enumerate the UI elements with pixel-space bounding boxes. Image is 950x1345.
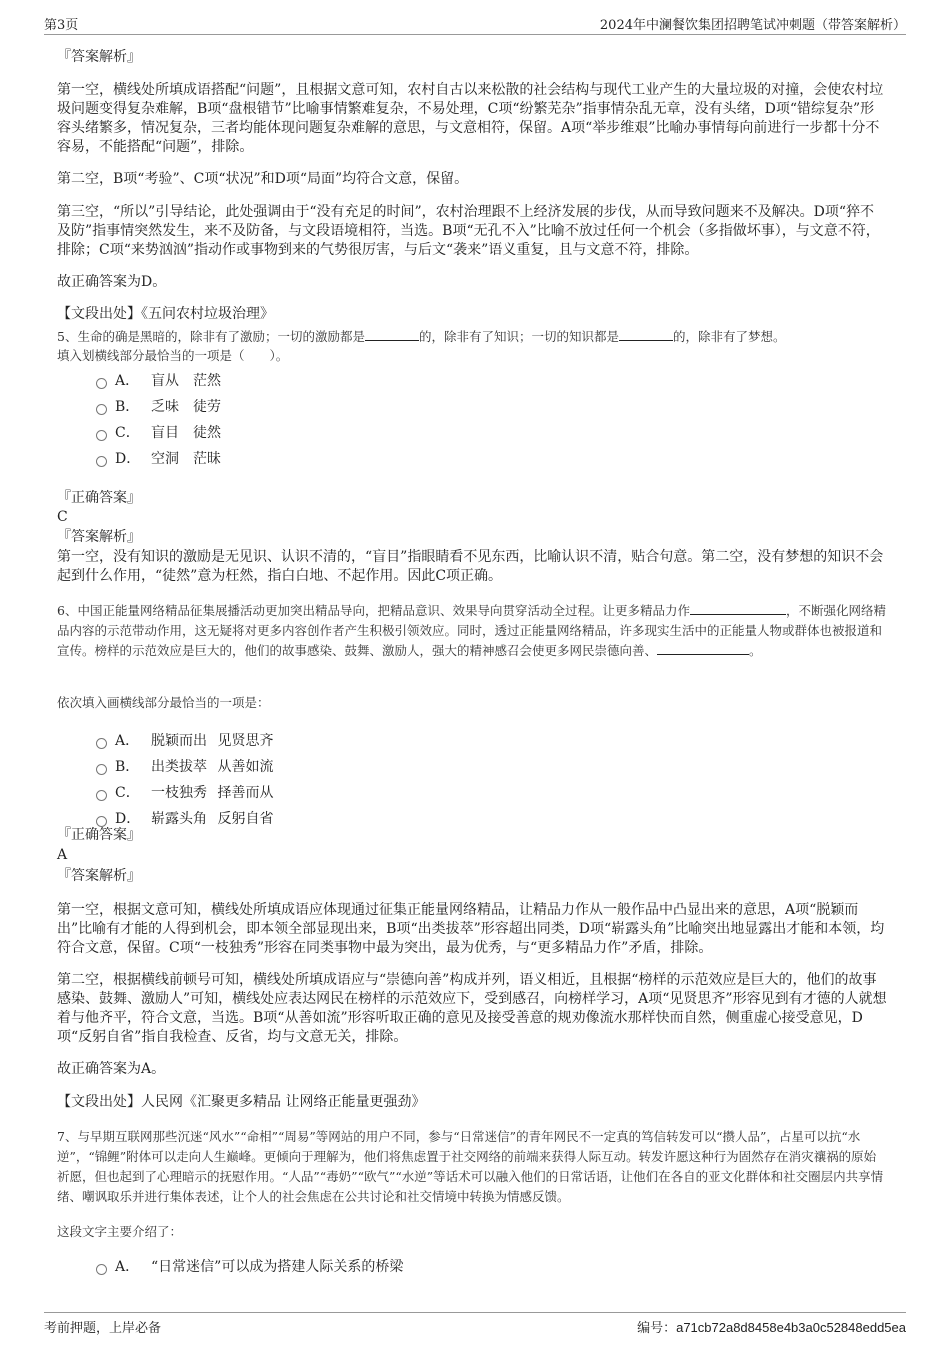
option-c[interactable]: C． 一枝独秀 择善而从 xyxy=(96,782,273,802)
analysis-paragraph: 第二空，根据横线前顿号可知，横线处所填成语应与“崇德向善”构成并列，语义相近，且根据“榜样的示范效应是巨大的，他们的故事感染、鼓舞、激励人”可知，横线处应表达网民在榜样的示范效应下，受到感召，向榜样学习，A项“见贤思齐”形容见到有才德的人就想着与他齐平，符合文意，当选。B项“从善如流”形容听取正确的意见及接受善意的规劝像流水那样快而自然，侧重虚心接受意见，D项“反躬自省”指自我检查、反省，均与文意无关，排除。 xyxy=(57,972,887,1045)
analysis-paragraph: 第一空，没有知识的激励是无见识、认识不清的，“盲目”指眼睛看不见东西，比喻认识不清，贴合句意。第二空，没有梦想的知识不会起到什么作用，“徒然”意为枉然，指白白地、不起作用。因此C项正确。 xyxy=(57,549,884,584)
analysis-label: 『答案解析』 xyxy=(57,529,141,545)
page-number: 第3页 xyxy=(44,18,79,33)
question-prompt: 依次填入画横线部分最恰当的一项是： xyxy=(57,695,270,710)
answer-conclusion: 故正确答案为A。 xyxy=(57,1061,166,1077)
radio-icon[interactable] xyxy=(96,456,107,467)
analysis-label: 『答案解析』 xyxy=(57,49,141,65)
question-stem: 5、生命的确是黑暗的，除非有了激励；一切的激励都是 的，除非有了知识；一切的知识都是 的，除非有了梦想。 xyxy=(57,329,786,344)
document-title: 2024年中澜餐饮集团招聘笔试冲刺题（带答案解析） xyxy=(599,18,906,33)
question-stem: 7、与早期互联网那些沉迷“风水”“命相”“周易”等网站的用户不同，参与“日常迷信”的青年网民不一定真的笃信转发可以“攒人品”，占星可以抗“水逆”，“锦鲤”附体可以走向人生巅峰。更倾向于理解为，他们将焦虑置于社交网络的前端来获得人际互动。转发许愿这种行为固然存在消灾禳祸的原始祈愿，但也起到了心理暗示的抚慰作用。“人品”“毒奶”“欧气”“水逆”等话术可以融入他们的日常话语，让他们在各自的亚文化群体和社交圈层内共享情绪、嘲讽取乐并进行集体表述，让个人的社会焦虑在公共讨论和社交情境中转换为情感反馈。 xyxy=(57,1129,884,1204)
option-d[interactable]: D． 空洞 茫昧 xyxy=(96,448,221,468)
option-c[interactable]: C． 盲目 徒然 xyxy=(96,422,221,442)
page-header xyxy=(44,14,906,35)
document-code: 编号：a71cb72a8d8458e4b3a0c52848edd5ea xyxy=(637,1320,906,1336)
radio-icon[interactable] xyxy=(96,816,107,827)
question-stem: 6、中国正能量网络精品征集展播活动更加突出精品导向，把精品意识、效果导向贯穿活动全过程。让更多精品力作 ，不断强化网络精品内容的示范带动作用，这无疑将对更多内容创作者产生积极引领效应。同时，透过正能量网络精品，许多现实生活中的正能量人物或群体也被报道和宣传。榜样的示范效应是巨大的，他们的故事感染、鼓舞、激励人，强大的精神感召会使更多网民崇德向善、 。 xyxy=(57,603,886,658)
option-a[interactable]: A． 脱颖而出 见贤思齐 xyxy=(96,730,273,750)
source-citation: 【文段出处】《五问农村垃圾治理》 xyxy=(57,306,274,322)
source-citation: 【文段出处】人民网《汇聚更多精品 让网络正能量更强劲》 xyxy=(57,1094,426,1110)
radio-icon[interactable] xyxy=(96,790,107,801)
radio-icon[interactable] xyxy=(96,404,107,415)
question-prompt: 填入划横线部分最恰当的一项是（ ）。 xyxy=(57,348,289,363)
answer-conclusion: 故正确答案为D。 xyxy=(57,274,167,290)
question-prompt: 这段文字主要介绍了： xyxy=(57,1224,183,1239)
analysis-paragraph: 第一空，横线处所填成语搭配“问题”，且根据文意可知，农村自古以来松散的社会结构与现代工业产生的大量垃圾的对撞，会使农村垃圾问题变得复杂难解，B项“盘根错节”比喻事情繁难复杂，不易处理，C项“纷繁芜杂”指事情杂乱无章，没有头绪，D项“错综复杂”形容头绪繁多，情况复杂，三者均能体现问题复杂难解的意思，与文意相符，保留。A项“举步维艰”比喻办事情每向前进行一步都十分不容易，不能搭配“问题”，排除。 xyxy=(57,82,884,155)
answer-label: 『正确答案』 xyxy=(57,490,141,506)
analysis-label: 『答案解析』 xyxy=(57,868,141,884)
option-a[interactable]: A． “日常迷信”可以成为搭建人际关系的桥梁 xyxy=(96,1256,403,1276)
analysis-paragraph: 第一空，根据文意可知，横线处所填成语应体现通过征集正能量网络精品，让精品力作从一般作品中凸显出来的意思，A项“脱颖而出”比喻有才能的人得到机会，即本领全部显现出来，B项“出类拔萃”形容超出同类，D项“崭露头角”比喻突出地显露出才能和本领，均符合文意，保留。C项“一枝独秀”形容在同类事物中最为突出，最为优秀，与“更多精品力作”矛盾，排除。 xyxy=(57,902,885,956)
option-b[interactable]: B． 乏味 徒劳 xyxy=(96,396,221,416)
option-d[interactable]: D． 崭露头角 反躬自省 xyxy=(96,808,273,828)
radio-icon[interactable] xyxy=(96,1264,107,1275)
radio-icon[interactable] xyxy=(96,378,107,389)
correct-answer: C xyxy=(57,509,68,525)
option-b[interactable]: B． 出类拔萃 从善如流 xyxy=(96,756,273,776)
radio-icon[interactable] xyxy=(96,738,107,749)
correct-answer: A xyxy=(57,847,68,863)
analysis-paragraph: 第三空，“所以”引导结论，此处强调由于“没有充足的时间”，农村治理跟不上经济发展的步伐，从而导致问题来不及解决。D项“猝不及防”指事情突然发生，来不及防备，与文段语境相符，当选。B项“无孔不入”比喻不放过任何一个机会（多指做坏事），与文意不符，排除；C项“来势汹汹”指动作或事物到来的气势很厉害，与后文“袭来”语义重复，且与文意不符，排除。 xyxy=(57,204,880,258)
analysis-paragraph: 第二空，B项“考验”、C项“状况”和D项“局面”均符合文意，保留。 xyxy=(57,171,469,187)
radio-icon[interactable] xyxy=(96,764,107,775)
option-a[interactable]: A． 盲从 茫然 xyxy=(96,370,221,390)
answer-label: 『正确答案』 xyxy=(57,827,141,843)
radio-icon[interactable] xyxy=(96,430,107,441)
page-footer xyxy=(44,1312,906,1336)
footer-slogan: 考前押题，上岸必备 xyxy=(44,1321,162,1336)
